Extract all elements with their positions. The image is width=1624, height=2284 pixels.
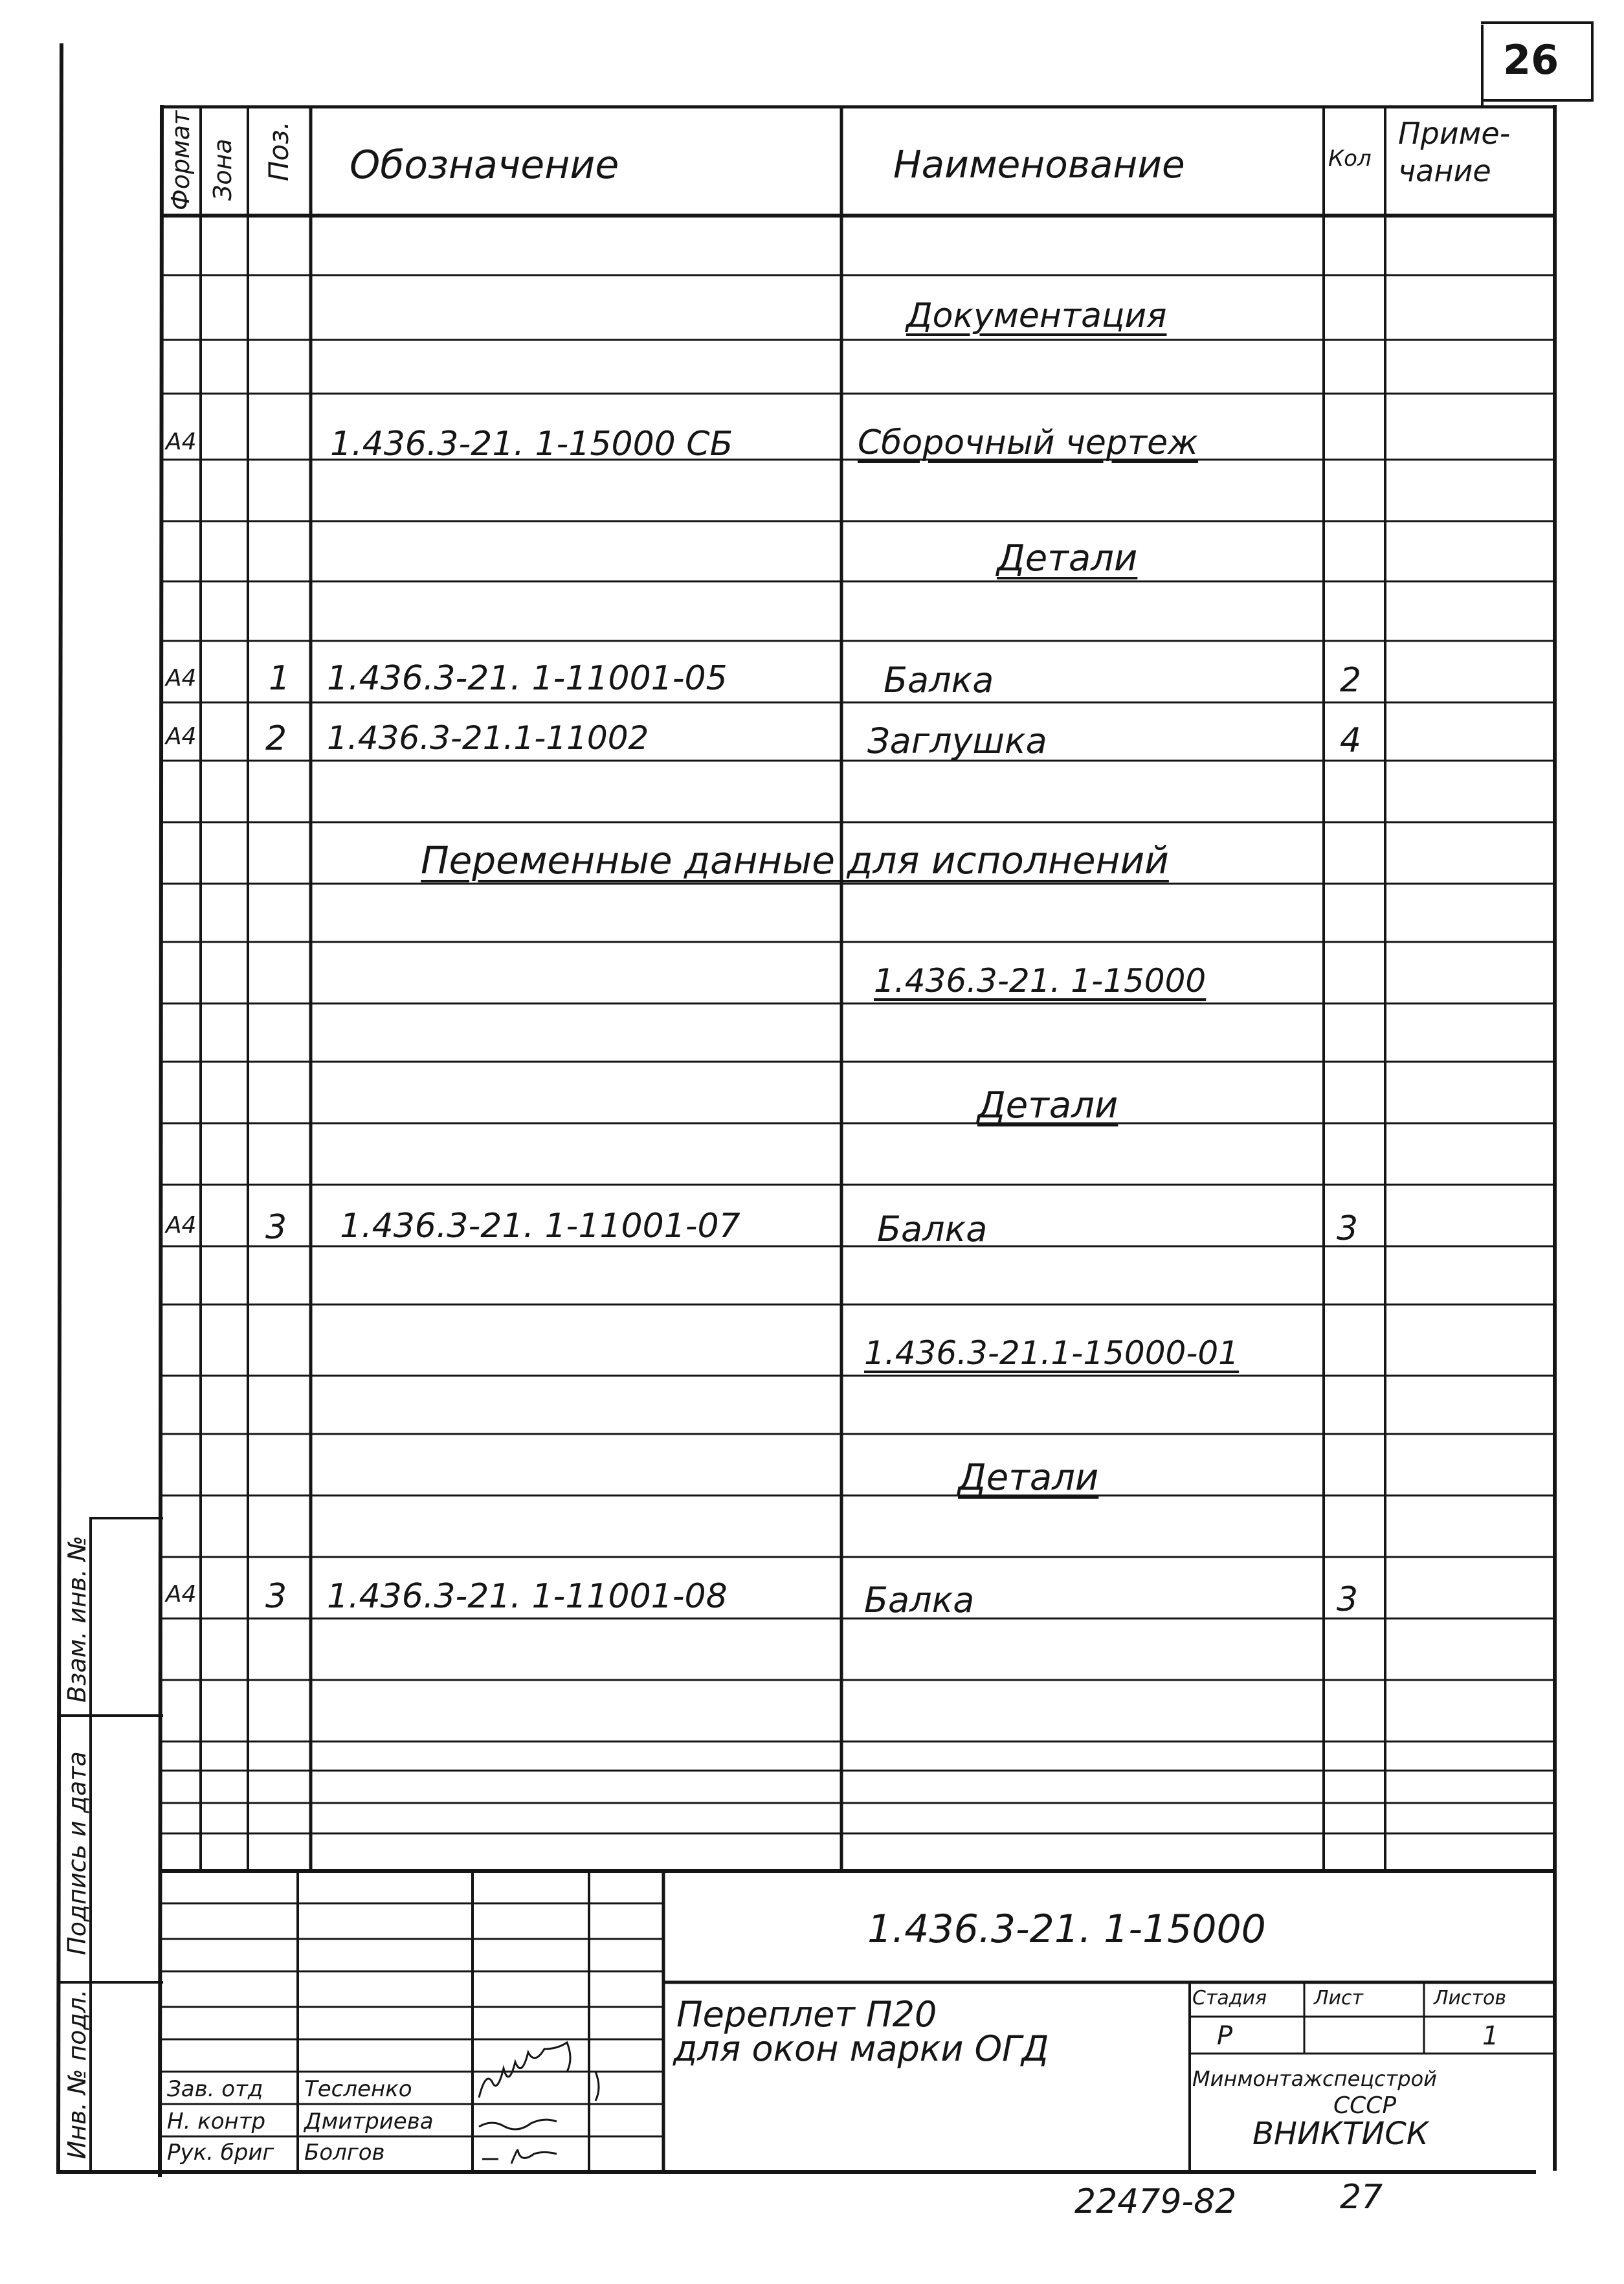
row-qty: 3 [1337,1580,1359,1619]
side-inv-podl: Инв. № подл. [63,1989,91,2159]
sheet-number: 26 [1503,36,1559,84]
archive-stamp: 22479-82 [1074,2182,1237,2221]
side-vzam-inv: Взам. инв. № [63,1535,91,1703]
row-pos: 3 [265,1577,287,1616]
document-code: 1.436.3-21. 1-15000 [867,1907,1266,1952]
row-name: Сборочный чертеж [858,423,1198,462]
section-details: Детали [977,1084,1118,1126]
bottom-page-number: 27 [1340,2178,1383,2217]
org-line-1: Минмонтажспецстрой [1192,2066,1437,2091]
header-note: Приме- чание [1398,116,1511,188]
row-qty: 3 [1337,1209,1359,1248]
row-pos: 3 [265,1208,287,1247]
row-designation: 1.436.3-21. 1-15000 СБ [330,425,733,464]
row-pos: 2 [265,719,287,758]
signature-name: Дмитриева [304,2109,434,2134]
row-format: А4 [166,723,197,750]
sheets-label: Листов [1434,1987,1507,2010]
row-name: Балка [884,660,994,700]
row-qty: 4 [1340,721,1362,760]
title-line-1: Переплет П20 [676,1994,937,2035]
header-qty: Кол [1328,146,1372,172]
stage-value: Р [1217,2021,1233,2051]
row-designation: 1.436.3-21. 1-11001-05 [327,659,728,698]
signature-dmitrieva [479,2120,557,2129]
row-designation: 1.436.3-21.1-11002 [327,719,649,757]
header-zone: Зона [208,139,237,201]
signature-teslenko [479,2043,570,2098]
stage-label: Стадия [1192,1987,1267,2010]
signature-role: Рук. бриг [167,2140,274,2166]
header-format: Формат [166,110,195,210]
section-documentation: Документация [906,297,1167,335]
side-podpis-data: Подпись и дата [63,1751,91,1955]
org-line-2: СССР [1333,2092,1397,2119]
sheet-label: Лист [1314,1987,1364,2010]
header-pos: Поз. [263,121,295,181]
variant-heading: 1.436.3-21. 1-15000 [874,962,1207,1000]
section-details: Детали [997,537,1138,579]
row-qty: 2 [1340,661,1362,700]
row-name: Балка [864,1580,975,1620]
section-variable-data: Переменные данные для исполнений [421,838,1169,882]
sheets-value: 1 [1482,2021,1499,2051]
row-designation: 1.436.3-21. 1-11001-07 [340,1207,740,1246]
variant-heading: 1.436.3-21.1-15000-01 [864,1334,1239,1372]
signature-bolgov [482,2150,557,2164]
row-designation: 1.436.3-21. 1-11001-08 [327,1577,728,1616]
signature-name: Болгов [304,2140,385,2166]
org-line-3: ВНИКТИСК [1252,2116,1429,2152]
signature-role: Н. контр [167,2109,266,2134]
row-format: А4 [166,429,197,455]
row-format: А4 [166,1212,197,1238]
row-name: Балка [877,1209,988,1249]
header-name: Наименование [893,142,1185,186]
row-format: А4 [166,665,197,691]
signature-role: Зав. отд [167,2076,263,2102]
row-pos: 1 [269,659,291,698]
title-line-2: для окон марки ОГД [673,2028,1049,2069]
row-format: А4 [166,1581,197,1607]
header-designation: Обозначение [350,142,619,188]
row-name: Заглушка [867,721,1047,761]
section-details: Детали [958,1457,1099,1499]
signature-name: Тесленко [304,2076,412,2102]
